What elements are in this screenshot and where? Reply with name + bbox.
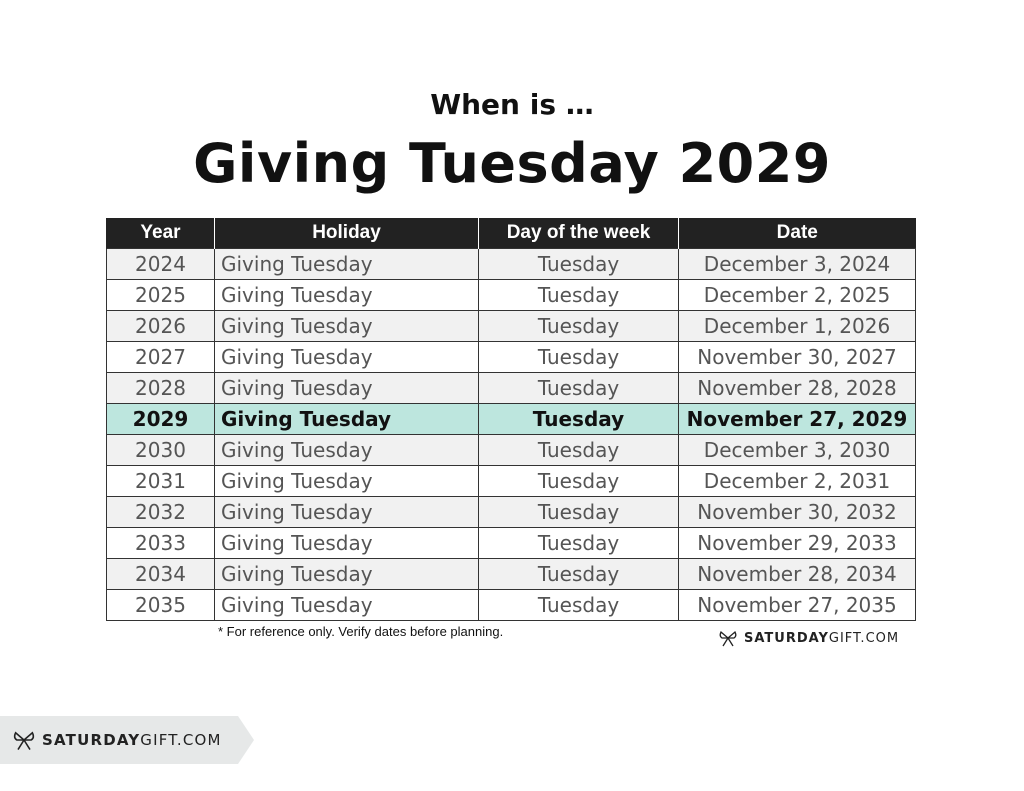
cell-holiday: Giving Tuesday bbox=[215, 559, 479, 590]
column-header-date: Date bbox=[679, 218, 916, 249]
cell-day: Tuesday bbox=[479, 559, 679, 590]
cell-date: December 1, 2026 bbox=[679, 311, 916, 342]
cell-year: 2035 bbox=[107, 590, 215, 621]
cell-date: November 28, 2034 bbox=[679, 559, 916, 590]
cell-year: 2026 bbox=[107, 311, 215, 342]
cell-holiday: Giving Tuesday bbox=[215, 373, 479, 404]
brand-name-bold: SATURDAY bbox=[744, 630, 829, 646]
cell-holiday: Giving Tuesday bbox=[215, 528, 479, 559]
cell-day: Tuesday bbox=[479, 528, 679, 559]
cell-date: November 28, 2028 bbox=[679, 373, 916, 404]
cell-holiday: Giving Tuesday bbox=[215, 342, 479, 373]
table-header-row bbox=[107, 218, 916, 249]
table-row bbox=[107, 280, 916, 311]
column-header-year: Year bbox=[107, 218, 215, 249]
cell-date: November 30, 2027 bbox=[679, 342, 916, 373]
cell-day: Tuesday bbox=[479, 466, 679, 497]
cell-date: November 30, 2032 bbox=[679, 497, 916, 528]
cell-date: December 2, 2025 bbox=[679, 280, 916, 311]
table-row bbox=[107, 373, 916, 404]
cell-year: 2027 bbox=[107, 342, 215, 373]
table-row bbox=[107, 311, 916, 342]
table-row bbox=[107, 466, 916, 497]
dates-table bbox=[106, 218, 916, 621]
cell-date: December 2, 2031 bbox=[679, 466, 916, 497]
bow-icon bbox=[12, 728, 36, 752]
brand-name-bold: SATURDAY bbox=[42, 731, 141, 749]
cell-holiday: Giving Tuesday bbox=[215, 311, 479, 342]
table-row bbox=[107, 590, 916, 621]
cell-holiday: Giving Tuesday bbox=[215, 404, 479, 435]
table-row bbox=[107, 435, 916, 466]
table-row bbox=[107, 249, 916, 280]
cell-day: Tuesday bbox=[479, 342, 679, 373]
cell-holiday: Giving Tuesday bbox=[215, 466, 479, 497]
brand-name-regular: GIFT.COM bbox=[140, 731, 222, 749]
table-row bbox=[107, 342, 916, 373]
cell-date: November 27, 2035 bbox=[679, 590, 916, 621]
cell-holiday: Giving Tuesday bbox=[215, 497, 479, 528]
cell-day: Tuesday bbox=[479, 249, 679, 280]
cell-day: Tuesday bbox=[479, 404, 679, 435]
table-row bbox=[107, 404, 916, 435]
brand-name-regular: GIFT.COM bbox=[828, 630, 900, 646]
pretitle: When is … bbox=[430, 88, 594, 121]
cell-day: Tuesday bbox=[479, 373, 679, 404]
cell-holiday: Giving Tuesday bbox=[215, 590, 479, 621]
cell-year: 2030 bbox=[107, 435, 215, 466]
column-header-holiday: Holiday bbox=[215, 218, 479, 249]
cell-date: November 27, 2029 bbox=[679, 404, 916, 435]
cell-date: December 3, 2030 bbox=[679, 435, 916, 466]
cell-holiday: Giving Tuesday bbox=[215, 435, 479, 466]
cell-year: 2032 bbox=[107, 497, 215, 528]
brand-logo-right bbox=[718, 628, 899, 648]
cell-day: Tuesday bbox=[479, 590, 679, 621]
page-title: Giving Tuesday 2029 bbox=[193, 132, 831, 195]
table-row bbox=[107, 559, 916, 590]
cell-year: 2029 bbox=[107, 404, 215, 435]
cell-year: 2034 bbox=[107, 559, 215, 590]
cell-day: Tuesday bbox=[479, 497, 679, 528]
cell-day: Tuesday bbox=[479, 311, 679, 342]
cell-holiday: Giving Tuesday bbox=[215, 280, 479, 311]
cell-year: 2031 bbox=[107, 466, 215, 497]
cell-day: Tuesday bbox=[479, 435, 679, 466]
cell-day: Tuesday bbox=[479, 280, 679, 311]
cell-year: 2024 bbox=[107, 249, 215, 280]
bow-icon bbox=[718, 628, 738, 648]
brand-logo-left bbox=[12, 728, 222, 752]
footnote: * For reference only. Verify dates before planning. bbox=[218, 624, 504, 639]
table-row bbox=[107, 528, 916, 559]
cell-year: 2033 bbox=[107, 528, 215, 559]
cell-holiday: Giving Tuesday bbox=[215, 249, 479, 280]
cell-date: November 29, 2033 bbox=[679, 528, 916, 559]
column-header-day: Day of the week bbox=[479, 218, 679, 249]
cell-year: 2025 bbox=[107, 280, 215, 311]
table-row bbox=[107, 497, 916, 528]
cell-year: 2028 bbox=[107, 373, 215, 404]
cell-date: December 3, 2024 bbox=[679, 249, 916, 280]
